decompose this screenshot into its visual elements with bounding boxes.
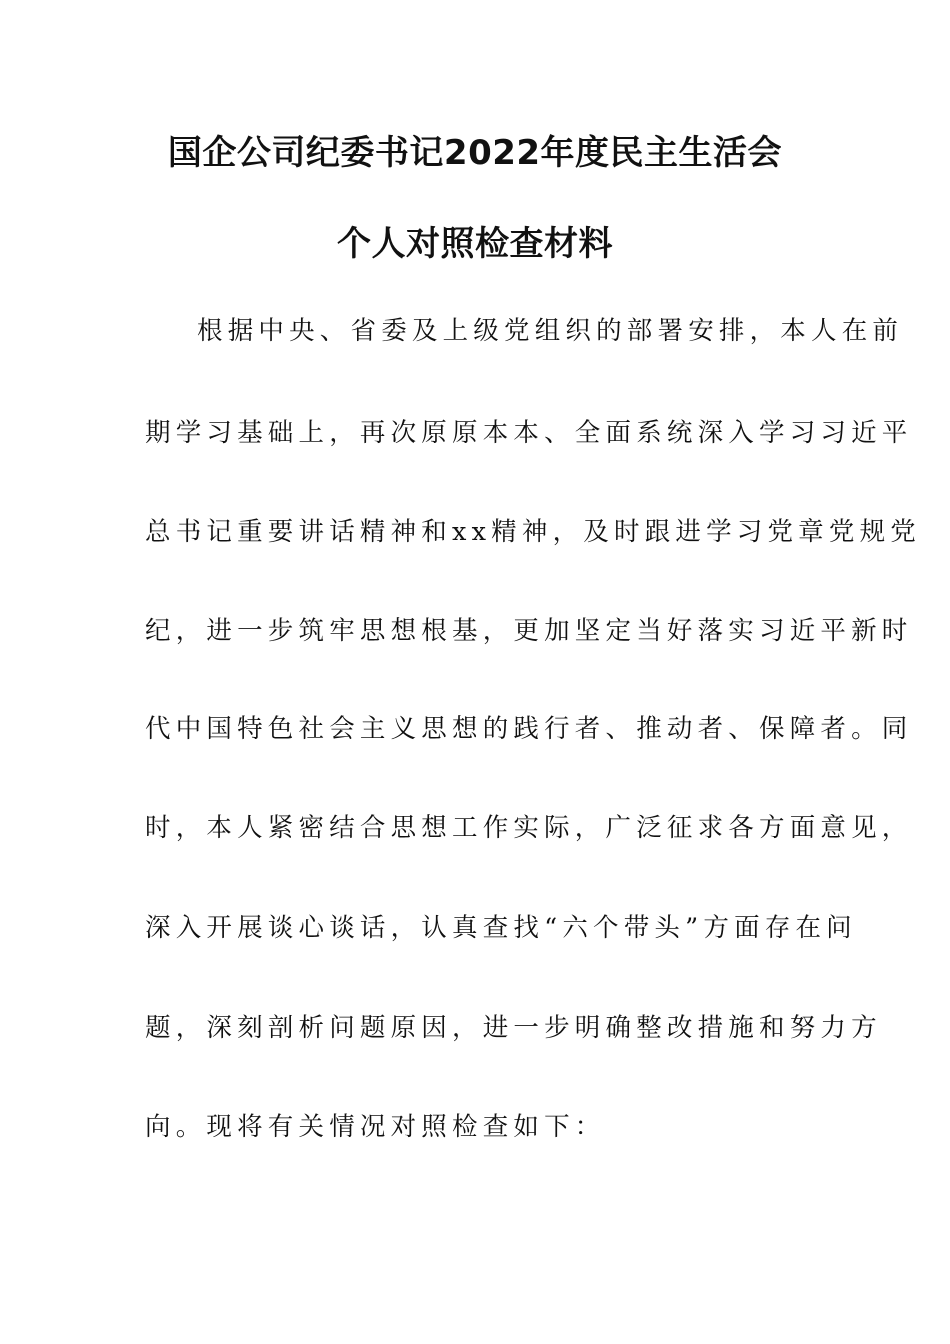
body-line-3: 总书记重要讲话精神和xx精神，及时跟进学习党章党规党 — [145, 517, 921, 547]
body-line-6: 时，本人紧密结合思想工作实际，广泛征求各方面意见， — [145, 813, 913, 843]
body-line-7: 深入开展谈心谈话，认真查找“六个带头”方面存在问 — [145, 913, 857, 943]
body-line-2: 期学习基础上，再次原原本本、全面系统深入学习习近平 — [145, 418, 913, 448]
body-line-9: 向。现将有关情况对照检查如下： — [145, 1112, 606, 1142]
body-line-5: 代中国特色社会主义思想的践行者、推动者、保障者。同 — [145, 714, 913, 744]
body-line-8: 题，深刻剖析问题原因，进一步明确整改措施和努力方 — [145, 1013, 882, 1043]
document-title-line-2: 个人对照检查材料 — [337, 224, 613, 264]
body-line-4: 纪，进一步筑牢思想根基，更加坚定当好落实习近平新时 — [145, 616, 913, 646]
document-title-line-1: 国企公司纪委书记2022年度民主生活会 — [167, 133, 783, 173]
body-line-1: 根据中央、省委及上级党组织的部署安排，本人在前 — [197, 316, 904, 346]
